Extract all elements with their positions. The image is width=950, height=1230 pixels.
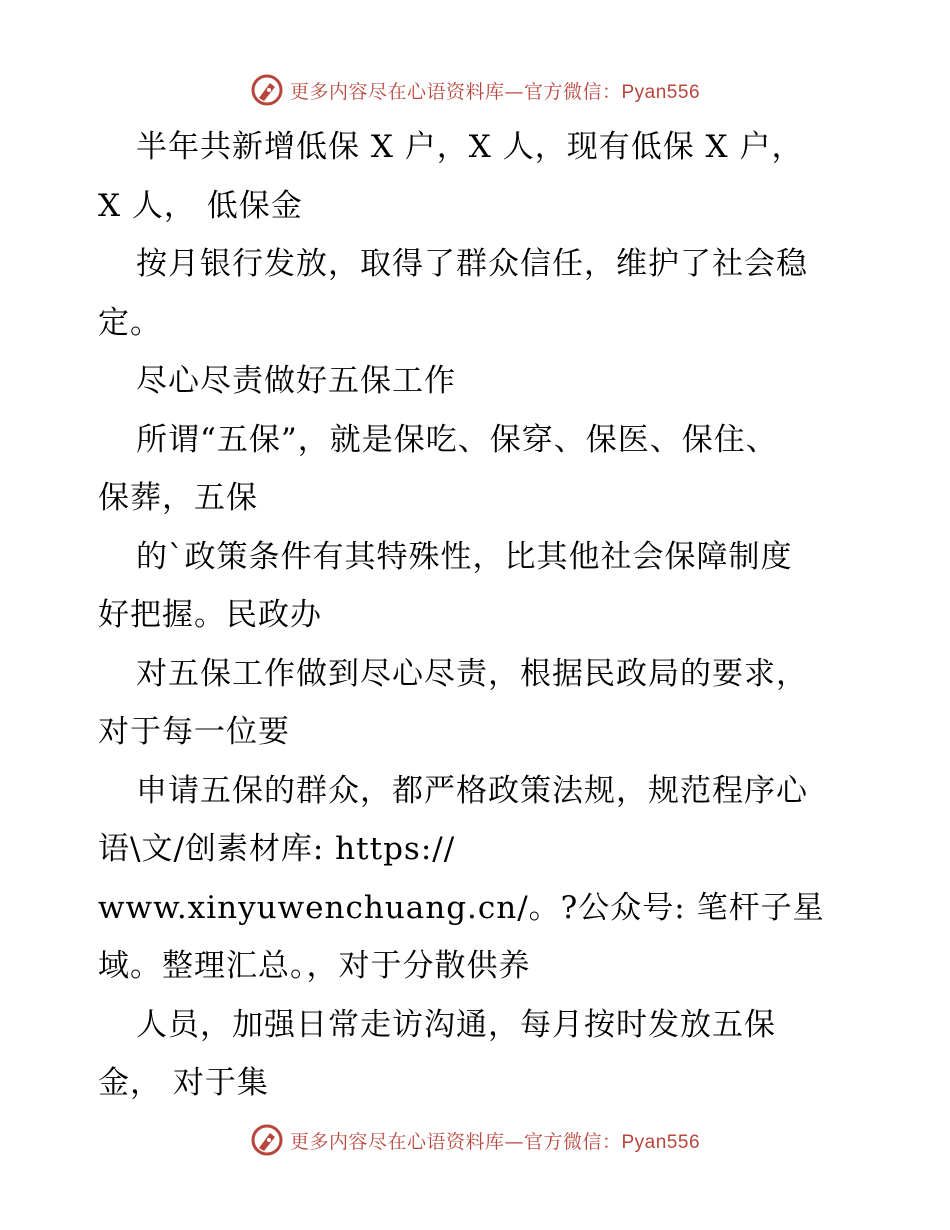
document-body — [98, 118, 868, 1113]
body-line: 金， 对于集 — [98, 1065, 269, 1101]
section-heading: 尽心尽责做好五保工作 — [136, 363, 456, 399]
body-line: 申请五保的群众，都严格政策法规，规范程序心 — [136, 772, 808, 809]
body-line: 域。整理汇总。，对于分散供养 — [98, 948, 531, 984]
banner-separator: — — [504, 1130, 524, 1153]
body-line: 对于每一位要 — [98, 714, 290, 750]
body-line: www.xinyuwenchuang.cn/。?公众号: 笔杆子星 — [98, 889, 825, 926]
banner-wechat-text: 官方微信：Pyan556 — [524, 81, 701, 103]
body-line: X 人， 低保金 — [98, 187, 303, 224]
banner-wechat-text: 官方微信：Pyan556 — [524, 1131, 701, 1153]
header-banner — [0, 70, 950, 110]
body-line: 半年共新增低保 X 户，X 人，现有低保 X 户， — [136, 129, 804, 165]
body-line: 保葬，五保 — [98, 480, 258, 516]
pen-nib-logo-icon — [250, 1123, 284, 1157]
banner-separator: — — [504, 80, 524, 103]
body-line: 对五保工作做到尽心尽责，根据民政局的要求， — [136, 655, 808, 692]
banner-main-text: 更多内容尽在心语资料库 — [289, 1130, 505, 1153]
footer-banner — [0, 1120, 950, 1160]
pen-nib-logo-icon — [250, 73, 284, 107]
body-line: 按月银行发放，取得了群众信任，维护了社会稳 — [136, 246, 808, 282]
body-line: 的`政策条件有其特殊性，比其他社会保障制度 — [136, 538, 793, 575]
banner-text — [290, 1127, 700, 1154]
body-line: 定。 — [98, 304, 162, 341]
body-line: 所谓“五保”，就是保吃、保穿、保医、保住、 — [136, 421, 778, 458]
banner-text — [290, 77, 700, 104]
body-line: 语\文/创素材库: https:// — [98, 831, 456, 867]
body-line: 人员，加强日常走访沟通，每月按时发放五保 — [136, 1006, 776, 1043]
banner-main-text: 更多内容尽在心语资料库 — [289, 80, 505, 103]
body-line: 好把握。民政办 — [98, 597, 322, 633]
